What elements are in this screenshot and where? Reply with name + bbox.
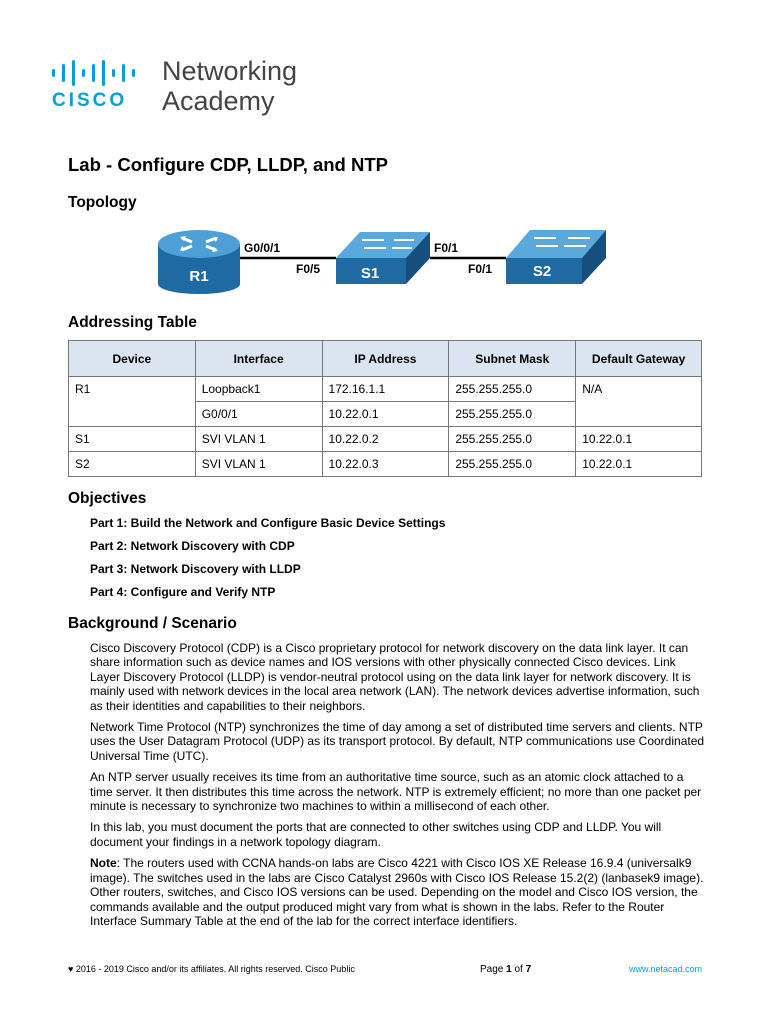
background-scenario-body bbox=[90, 641, 705, 935]
table-cell: SVI VLAN 1 bbox=[195, 452, 322, 477]
table-cell: 255.255.255.0 bbox=[449, 452, 576, 477]
objectives-list bbox=[90, 516, 445, 608]
column-header-ip-address: IP Address bbox=[322, 341, 449, 377]
objectives-heading: Objectives bbox=[68, 490, 147, 507]
switch-s1-label: S1 bbox=[360, 265, 380, 282]
note-label: Note bbox=[90, 856, 117, 871]
table-cell: R1 bbox=[69, 377, 196, 402]
table-cell: 255.255.255.0 bbox=[449, 427, 576, 452]
page-current: 1 bbox=[506, 964, 512, 975]
table-cell: SVI VLAN 1 bbox=[195, 427, 322, 452]
note-text: : The routers used with CCNA hands-on labs are Cisco 4221 with Cisco IOS XE Release 16.9.4 (universalk9 image). The switches used in the labs are Cisco Catalyst 2960s with Cisco IOS Release 15.2(2) (lanbasek9 image). Other routers, switches, and Cisco IOS versions can be used. Depending on the model and Cisco IOS version, the commands available and the output produced might vary from what is shown in the labs. Refer to the Router Interface Summary Table at the end of the lab for the correct interface identifiers. bbox=[90, 856, 704, 928]
column-header-default-gateway: Default Gateway bbox=[576, 341, 702, 377]
switch-s2-icon bbox=[506, 230, 606, 284]
page-footer bbox=[68, 964, 702, 980]
table-header-row bbox=[69, 341, 702, 377]
column-header-interface: Interface bbox=[195, 341, 322, 377]
page-of: of bbox=[511, 964, 526, 975]
column-header-subnet-mask: Subnet Mask bbox=[449, 341, 576, 377]
logo-line-academy: Academy bbox=[162, 86, 275, 116]
page-total: 7 bbox=[525, 964, 532, 975]
port-label-s1-f0-5: F0/5 bbox=[296, 262, 321, 276]
table-row bbox=[69, 402, 702, 427]
table-cell: 10.22.0.3 bbox=[322, 452, 449, 477]
paragraph: Network Time Protocol (NTP) synchronizes the time of day among a set of distributed time servers and clients. NTP uses the User Datagram Protocol (UDP) as its transport protocol. By default, NTP communications use Coordinated Universal Time (UTC). bbox=[90, 720, 705, 763]
paragraph: In this lab, you must document the ports that are connected to other switches using CDP and LLDP. You will document your findings in a network topology diagram. bbox=[90, 820, 662, 849]
paragraph: Cisco Discovery Protocol (CDP) is a Cisco proprietary protocol for network discovery on the data link layer. It can share information such as device names and IOS versions with other physically connected Cisco devices. Link Layer Discovery Protocol (LLDP) is vendor-neutral protocol using on the data link layer for network discovery. It is mainly used with network devices in the local area network (LAN). The network devices advertise information, such as their identities and capabilities to their neighbors. bbox=[90, 641, 700, 713]
cisco-wordmark: CISCO bbox=[52, 90, 128, 111]
cisco-bridge-bars-icon bbox=[52, 60, 142, 86]
table-cell: 172.16.1.1 bbox=[322, 377, 449, 402]
table-cell: 10.22.0.1 bbox=[576, 452, 702, 477]
router-r1-label: R1 bbox=[189, 268, 209, 285]
column-header-device: Device bbox=[69, 341, 196, 377]
addressing-table-heading: Addressing Table bbox=[68, 314, 197, 331]
port-label-r1-g0-0-1: G0/0/1 bbox=[244, 241, 281, 255]
table-row bbox=[69, 427, 702, 452]
netacad-link[interactable]: www.netacad.com bbox=[628, 964, 702, 974]
table-cell: N/A bbox=[576, 377, 702, 402]
table-row bbox=[69, 452, 702, 477]
note-paragraph bbox=[90, 856, 705, 928]
copyright-text: ♥ 2016 - 2019 Cisco and/or its affiliates. All rights reserved. Cisco Public bbox=[68, 964, 355, 974]
cisco-networking-academy-logo bbox=[52, 56, 312, 120]
list-item: Part 1: Build the Network and Configure Basic Device Settings bbox=[90, 516, 446, 530]
addressing-table bbox=[68, 340, 702, 477]
list-item: Part 3: Network Discovery with LLDP bbox=[90, 562, 301, 576]
page-number bbox=[480, 964, 531, 975]
table-cell bbox=[69, 402, 196, 427]
table-cell: G0/0/1 bbox=[195, 402, 322, 427]
page-title: Lab - Configure CDP, LLDP, and NTP bbox=[68, 154, 389, 175]
table-cell: S2 bbox=[69, 452, 196, 477]
port-label-s1-f0-1: F0/1 bbox=[434, 241, 459, 255]
list-item: Part 2: Network Discovery with CDP bbox=[90, 539, 295, 553]
topology-diagram bbox=[150, 218, 620, 294]
table-cell: Loopback1 bbox=[195, 377, 322, 402]
switch-s1-icon bbox=[336, 232, 430, 284]
table-cell bbox=[576, 402, 702, 427]
table-cell: S1 bbox=[69, 427, 196, 452]
table-row bbox=[69, 377, 702, 402]
table-cell: 10.22.0.1 bbox=[576, 427, 702, 452]
switch-s2-label: S2 bbox=[532, 263, 552, 280]
topology-heading: Topology bbox=[68, 194, 137, 211]
port-label-s2-f0-1: F0/1 bbox=[468, 262, 493, 276]
background-scenario-heading: Background / Scenario bbox=[68, 615, 237, 632]
table-cell: 255.255.255.0 bbox=[449, 402, 576, 427]
list-item: Part 4: Configure and Verify NTP bbox=[90, 585, 276, 599]
table-cell: 10.22.0.2 bbox=[322, 427, 449, 452]
table-cell: 255.255.255.0 bbox=[449, 377, 576, 402]
logo-line-networking: Networking bbox=[162, 56, 298, 86]
table-cell: 10.22.0.1 bbox=[322, 402, 449, 427]
paragraph: An NTP server usually receives its time from an authoritative time source, such as an atomic clock attached to a time server. It then distributes this time across the network. NTP is extremely efficient; no more than one packet per minute is necessary to synchronize two machines to within a millisecond of each other. bbox=[90, 770, 702, 814]
page-prefix: Page bbox=[480, 964, 507, 975]
